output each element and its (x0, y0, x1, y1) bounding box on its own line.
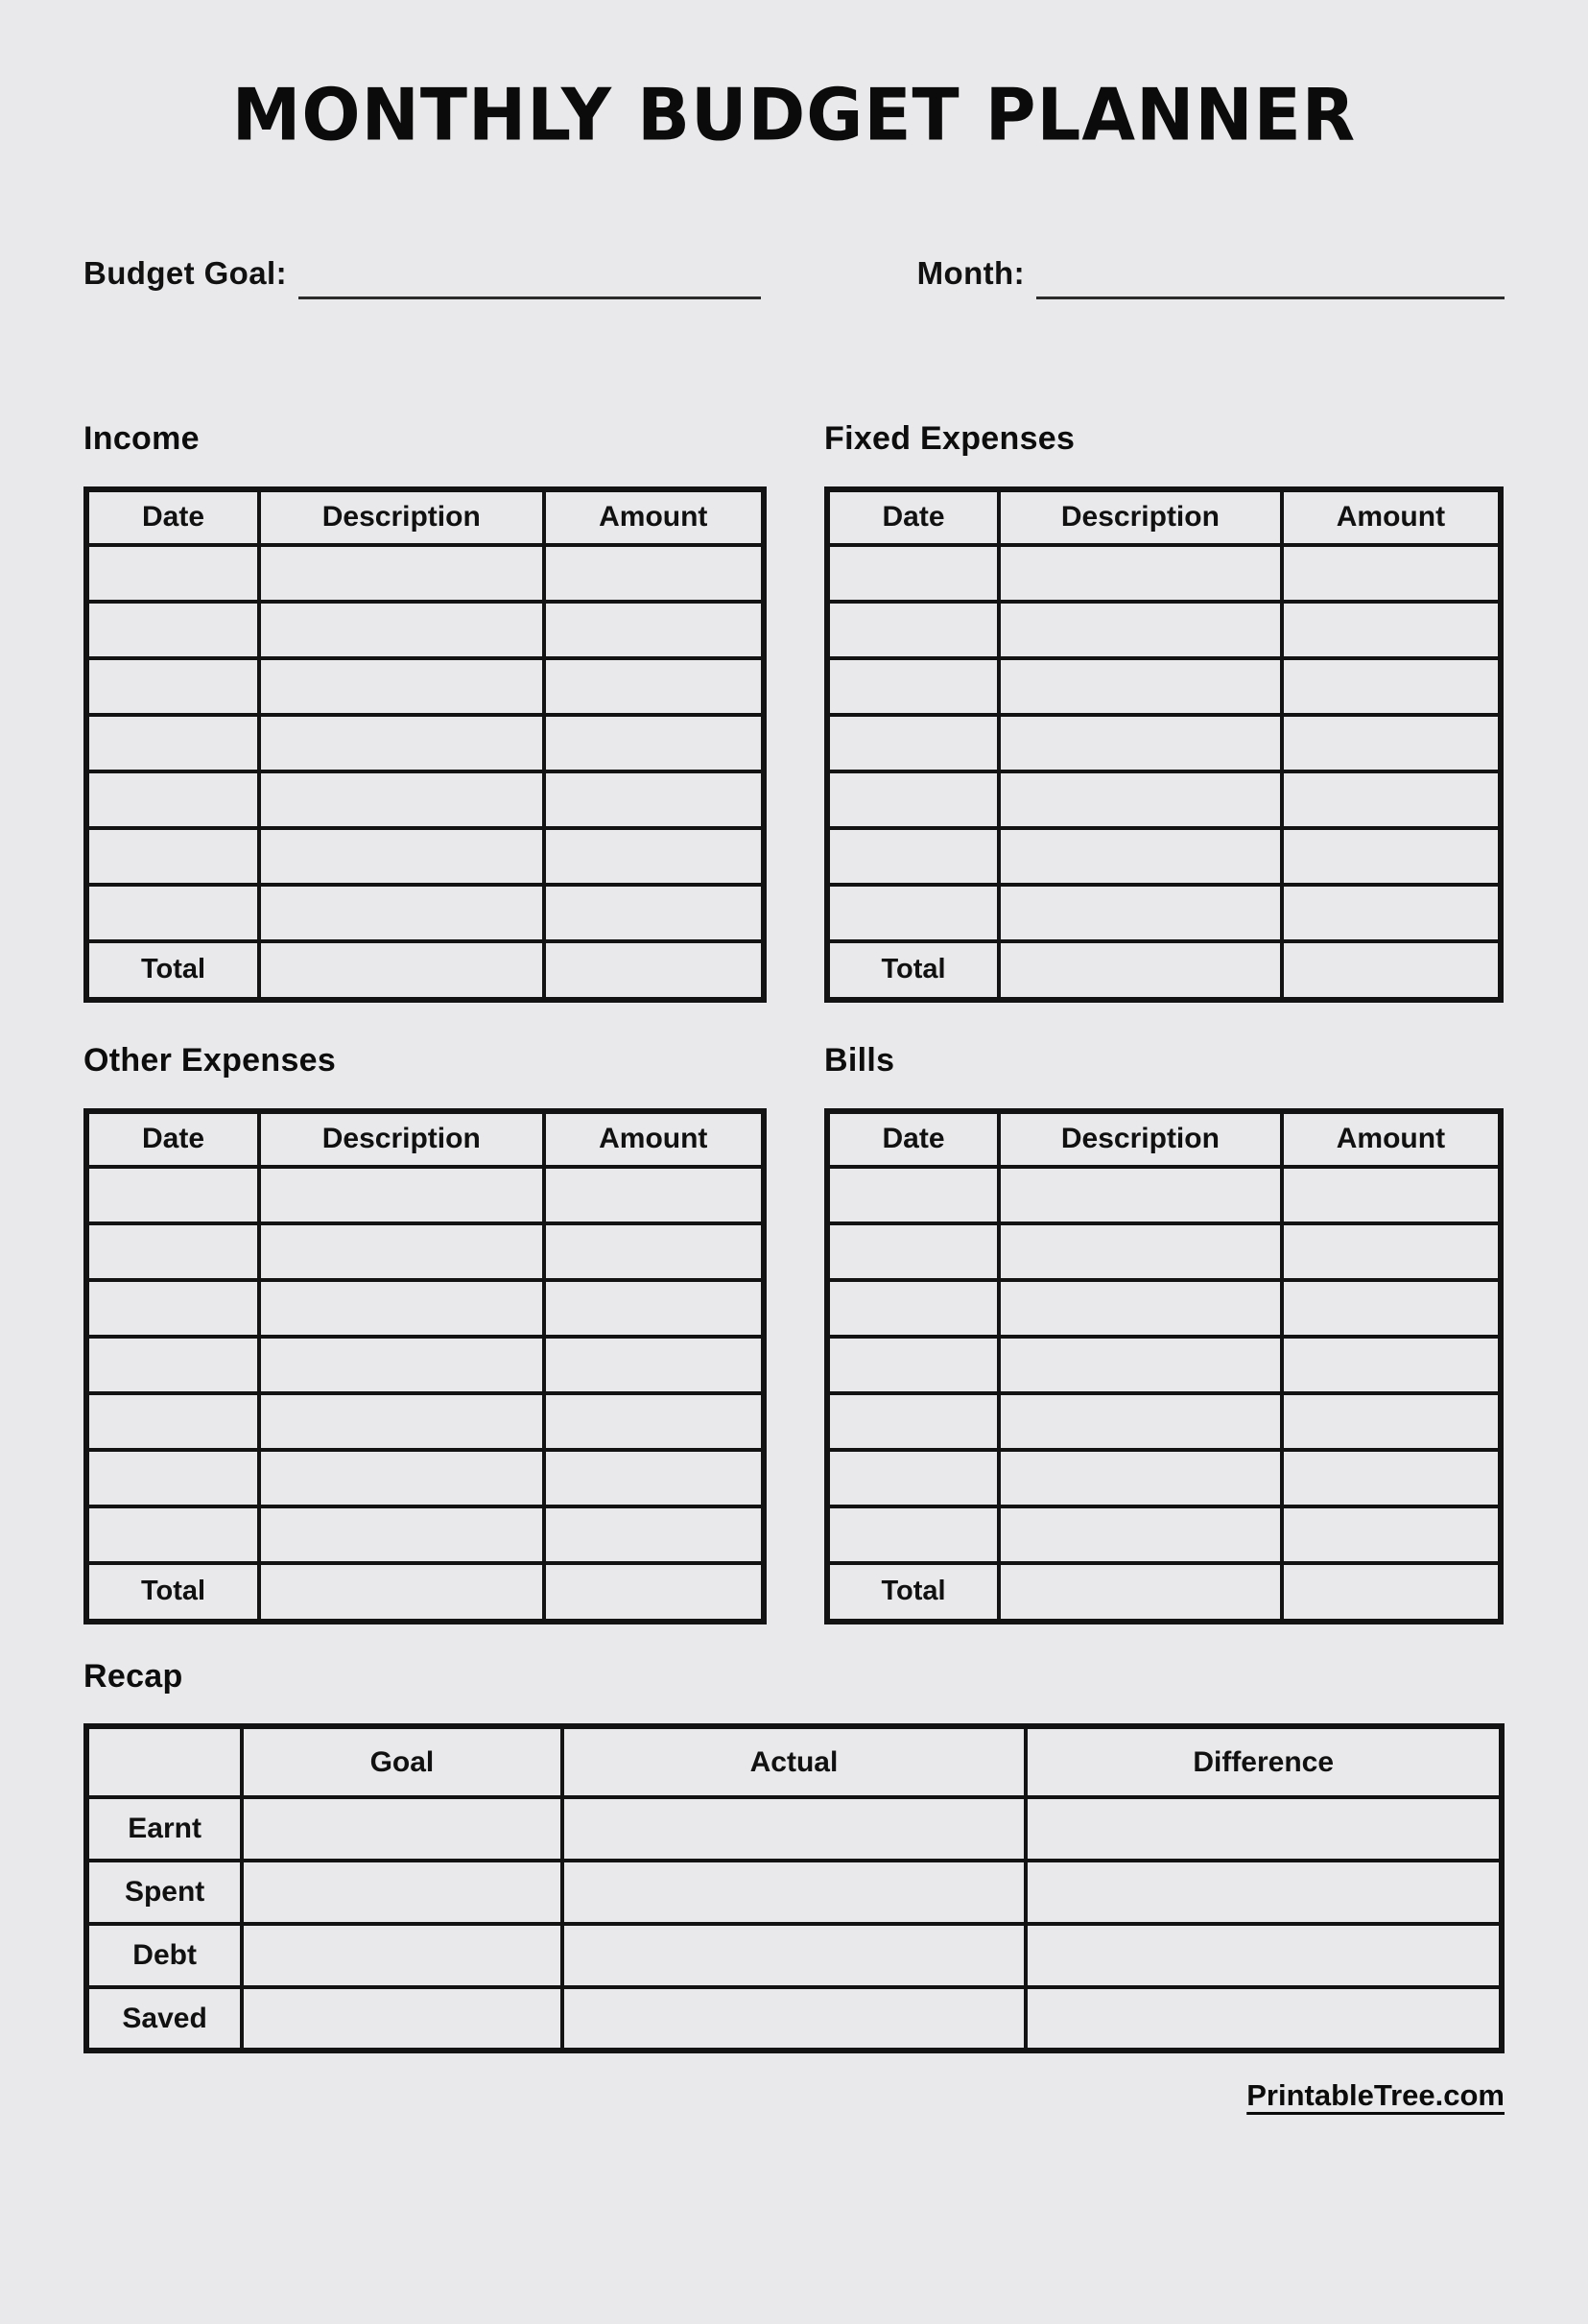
empty-cell (544, 1167, 764, 1223)
empty-cell (544, 1450, 764, 1506)
tables-row-1 (83, 419, 1505, 1003)
empty-cell (86, 1506, 259, 1563)
empty-row (827, 1167, 1501, 1223)
recap-row-saved-label: Saved (86, 1987, 242, 2051)
empty-cell (86, 602, 259, 658)
empty-row (827, 1223, 1501, 1280)
empty-cell (999, 1450, 1282, 1506)
empty-cell (86, 658, 259, 715)
empty-cell (827, 1450, 999, 1506)
empty-cell (259, 1337, 544, 1393)
empty-row (827, 1393, 1501, 1450)
recap-col-actual: Actual (562, 1726, 1027, 1797)
bills-total-row (827, 1563, 1501, 1622)
fixed-expenses-total-label: Total (827, 941, 999, 1000)
empty-cell (544, 828, 764, 885)
empty-cell (259, 885, 544, 941)
other-expenses-section (83, 1041, 767, 1624)
empty-cell (827, 545, 999, 602)
empty-row (827, 545, 1501, 602)
recap-saved-actual-cell (562, 1987, 1027, 2051)
budget-goal-label: Budget Goal: (83, 255, 287, 291)
empty-row (86, 1506, 764, 1563)
empty-cell (544, 602, 764, 658)
recap-debt-goal-cell (242, 1924, 561, 1987)
empty-cell (999, 1280, 1282, 1337)
empty-cell (544, 545, 764, 602)
empty-cell (86, 885, 259, 941)
empty-row (86, 545, 764, 602)
empty-cell (1282, 1393, 1501, 1450)
empty-cell (86, 1393, 259, 1450)
empty-cell (259, 771, 544, 828)
empty-cell (999, 545, 1282, 602)
empty-cell (1282, 1450, 1501, 1506)
empty-row (86, 1337, 764, 1393)
fixed-expenses-heading: Fixed Expenses (824, 420, 1076, 457)
empty-row (827, 602, 1501, 658)
empty-cell (999, 1337, 1282, 1393)
other-expenses-col-description: Description (259, 1111, 544, 1167)
empty-cell (827, 828, 999, 885)
empty-cell (1282, 658, 1501, 715)
page-footer (83, 2078, 1505, 2113)
bills-heading: Bills (824, 1041, 895, 1079)
other-expenses-total-description-cell (259, 1563, 544, 1622)
fixed-expenses-col-amount: Amount (1282, 489, 1501, 545)
bills-table (824, 1108, 1504, 1624)
recap-row-debt-label: Debt (86, 1924, 242, 1987)
empty-row (86, 1450, 764, 1506)
empty-row (86, 1223, 764, 1280)
other-expenses-total-amount-cell (544, 1563, 764, 1622)
empty-row (827, 1337, 1501, 1393)
income-total-amount-cell (544, 941, 764, 1000)
fixed-expenses-total-description-cell (999, 941, 1282, 1000)
recap-earnt-difference-cell (1026, 1797, 1502, 1861)
recap-debt-difference-cell (1026, 1924, 1502, 1987)
empty-cell (999, 715, 1282, 771)
recap-saved-goal-cell (242, 1987, 561, 2051)
empty-cell (544, 658, 764, 715)
other-expenses-header-row (86, 1111, 764, 1167)
month-field-group (917, 255, 1505, 292)
bills-col-description: Description (999, 1111, 1282, 1167)
empty-cell (999, 828, 1282, 885)
empty-cell (86, 828, 259, 885)
empty-cell (1282, 602, 1501, 658)
empty-row (827, 1450, 1501, 1506)
recap-earnt-goal-cell (242, 1797, 561, 1861)
recap-row-spent (86, 1861, 1502, 1924)
empty-cell (999, 658, 1282, 715)
empty-cell (1282, 1167, 1501, 1223)
empty-cell (1282, 771, 1501, 828)
empty-cell (544, 1337, 764, 1393)
empty-cell (1282, 545, 1501, 602)
empty-cell (544, 771, 764, 828)
bills-section (824, 1041, 1504, 1624)
recap-spent-goal-cell (242, 1861, 561, 1924)
empty-row (86, 658, 764, 715)
empty-row (86, 715, 764, 771)
fixed-expenses-section (824, 419, 1504, 1003)
income-col-date: Date (86, 489, 259, 545)
empty-cell (259, 1167, 544, 1223)
recap-spent-actual-cell (562, 1861, 1027, 1924)
income-total-label: Total (86, 941, 259, 1000)
empty-cell (999, 602, 1282, 658)
empty-cell (1282, 1223, 1501, 1280)
empty-cell (86, 715, 259, 771)
empty-cell (86, 771, 259, 828)
empty-cell (827, 658, 999, 715)
empty-row (827, 828, 1501, 885)
income-col-description: Description (259, 489, 544, 545)
empty-cell (827, 1337, 999, 1393)
empty-cell (999, 1223, 1282, 1280)
empty-row (827, 885, 1501, 941)
empty-cell (259, 658, 544, 715)
empty-cell (999, 771, 1282, 828)
income-header-row (86, 489, 764, 545)
empty-cell (259, 715, 544, 771)
empty-cell (1282, 715, 1501, 771)
bills-col-date: Date (827, 1111, 999, 1167)
other-expenses-total-row (86, 1563, 764, 1622)
recap-header-row (86, 1726, 1502, 1797)
fixed-expenses-col-date: Date (827, 489, 999, 545)
empty-cell (86, 1167, 259, 1223)
recap-row-debt (86, 1924, 1502, 1987)
empty-cell (827, 1167, 999, 1223)
fixed-expenses-header-row (827, 489, 1501, 545)
income-total-row (86, 941, 764, 1000)
empty-cell (1282, 1280, 1501, 1337)
empty-row (827, 771, 1501, 828)
empty-cell (259, 602, 544, 658)
printabletree-link[interactable]: PrintableTree.com (1246, 2078, 1505, 2113)
budget-goal-blank-line (298, 290, 761, 299)
bills-total-amount-cell (1282, 1563, 1501, 1622)
income-total-description-cell (259, 941, 544, 1000)
empty-cell (259, 828, 544, 885)
empty-cell (827, 1223, 999, 1280)
empty-cell (86, 1337, 259, 1393)
bills-header-row (827, 1111, 1501, 1167)
empty-cell (544, 1280, 764, 1337)
other-expenses-total-label: Total (86, 1563, 259, 1622)
empty-cell (827, 1506, 999, 1563)
empty-row (86, 1393, 764, 1450)
empty-row (827, 1506, 1501, 1563)
month-label: Month: (916, 255, 1025, 291)
page (0, 72, 1588, 2113)
empty-row (827, 715, 1501, 771)
other-expenses-col-amount: Amount (544, 1111, 764, 1167)
recap-saved-difference-cell (1026, 1987, 1502, 2051)
income-section (83, 419, 767, 1003)
bills-col-amount: Amount (1282, 1111, 1501, 1167)
empty-cell (999, 1506, 1282, 1563)
empty-cell (86, 1223, 259, 1280)
empty-cell (827, 771, 999, 828)
bills-total-label: Total (827, 1563, 999, 1622)
other-expenses-col-date: Date (86, 1111, 259, 1167)
empty-cell (259, 1223, 544, 1280)
recap-heading: Recap (83, 1657, 183, 1695)
recap-row-earnt (86, 1797, 1502, 1861)
empty-cell (544, 715, 764, 771)
income-col-amount: Amount (544, 489, 764, 545)
empty-cell (827, 885, 999, 941)
fixed-expenses-col-description: Description (999, 489, 1282, 545)
empty-row (86, 602, 764, 658)
empty-cell (86, 545, 259, 602)
empty-cell (1282, 885, 1501, 941)
recap-section (83, 1657, 1505, 2054)
fixed-expenses-table (824, 486, 1504, 1003)
bills-total-description-cell (999, 1563, 1282, 1622)
empty-cell (999, 885, 1282, 941)
empty-cell (999, 1393, 1282, 1450)
other-expenses-heading: Other Expenses (83, 1041, 337, 1079)
empty-cell (1282, 1506, 1501, 1563)
empty-cell (259, 1393, 544, 1450)
empty-cell (544, 1506, 764, 1563)
recap-row-earnt-label: Earnt (86, 1797, 242, 1861)
recap-spent-difference-cell (1026, 1861, 1502, 1924)
header-fields-row (83, 255, 1505, 292)
empty-cell (86, 1280, 259, 1337)
tables-row-2 (83, 1041, 1505, 1624)
recap-col-difference: Difference (1026, 1726, 1502, 1797)
empty-row (86, 885, 764, 941)
fixed-expenses-total-amount-cell (1282, 941, 1501, 1000)
income-table (83, 486, 767, 1003)
other-expenses-table (83, 1108, 767, 1624)
empty-cell (827, 602, 999, 658)
empty-cell (544, 1223, 764, 1280)
income-heading: Income (83, 420, 200, 457)
page-title: MONTHLY BUDGET PLANNER (231, 72, 1357, 157)
empty-cell (1282, 1337, 1501, 1393)
empty-cell (999, 1167, 1282, 1223)
empty-row (827, 658, 1501, 715)
empty-cell (827, 1280, 999, 1337)
empty-cell (259, 1506, 544, 1563)
empty-row (86, 1167, 764, 1223)
empty-cell (259, 545, 544, 602)
recap-row-saved (86, 1987, 1502, 2051)
month-blank-line (1036, 290, 1505, 299)
recap-earnt-actual-cell (562, 1797, 1027, 1861)
empty-cell (86, 1450, 259, 1506)
empty-cell (827, 715, 999, 771)
empty-row (827, 1280, 1501, 1337)
empty-cell (544, 885, 764, 941)
empty-cell (259, 1450, 544, 1506)
empty-row (86, 771, 764, 828)
empty-cell (544, 1393, 764, 1450)
recap-row-spent-label: Spent (86, 1861, 242, 1924)
empty-cell (827, 1393, 999, 1450)
recap-table (83, 1723, 1505, 2053)
empty-row (86, 828, 764, 885)
recap-col-blank (86, 1726, 242, 1797)
empty-cell (259, 1280, 544, 1337)
fixed-expenses-total-row (827, 941, 1501, 1000)
recap-debt-actual-cell (562, 1924, 1027, 1987)
empty-row (86, 1280, 764, 1337)
recap-col-goal: Goal (242, 1726, 561, 1797)
empty-cell (1282, 828, 1501, 885)
